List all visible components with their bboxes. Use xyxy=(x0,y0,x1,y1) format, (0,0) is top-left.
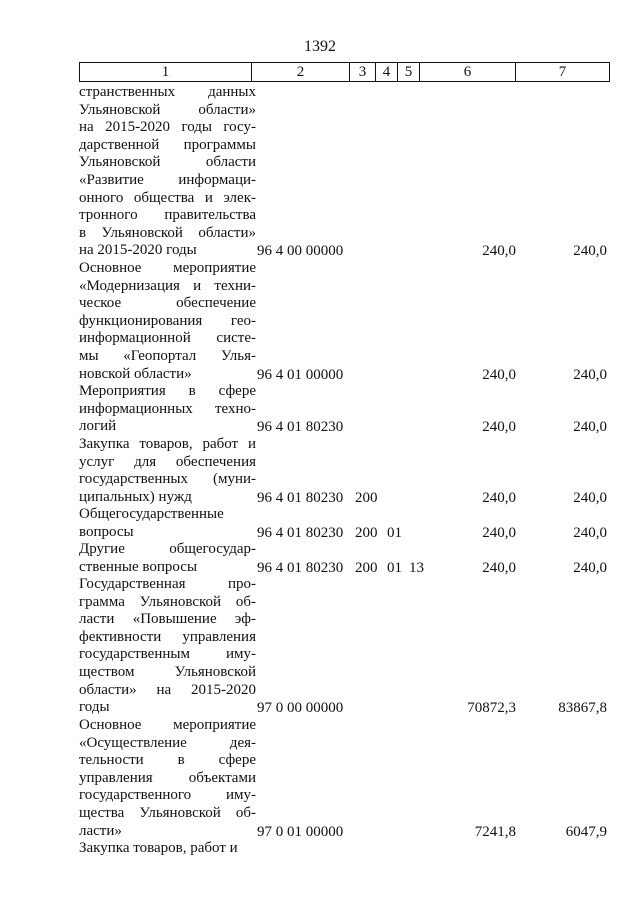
description-line: тельности в сфере xyxy=(79,752,256,769)
row-amount-2015: 240,0 xyxy=(482,559,516,576)
row-code: 97 0 01 00000 xyxy=(257,823,344,840)
description-line: фективности управления xyxy=(79,628,256,645)
row-amount-2015: 240,0 xyxy=(482,243,516,260)
page-number: 1392 xyxy=(304,38,336,55)
description-line: «Модернизация и техни- xyxy=(79,277,256,294)
row-col4: 01 xyxy=(387,559,402,576)
header-col-6: 6 xyxy=(419,63,515,81)
description-line: на 2015-2020 годы госу- xyxy=(79,119,256,136)
row-amount-2016: 240,0 xyxy=(573,524,607,541)
row-amount-2016: 240,0 xyxy=(573,243,607,260)
header-col-1: 1 xyxy=(161,64,170,80)
row-description xyxy=(79,840,256,858)
description-line: «Развитие информаци- xyxy=(79,171,256,188)
row-code: 96 4 01 80230 xyxy=(257,419,344,436)
description-line: дарственной программы xyxy=(79,136,256,153)
row-code: 96 4 01 80230 xyxy=(257,524,344,541)
header-col-4: 4 xyxy=(375,63,397,81)
description-line: информационных техно- xyxy=(79,400,256,417)
row-code: 96 4 00 00000 xyxy=(257,243,344,260)
description-line: ческое обеспечение xyxy=(79,295,256,312)
row-amount-2015: 70872,3 xyxy=(467,700,516,717)
row-amount-2016: 83867,8 xyxy=(558,700,607,717)
description-line: новской области» xyxy=(79,365,192,382)
header-col-5: 5 xyxy=(397,63,419,81)
description-line: ществом Ульяновской xyxy=(79,663,256,680)
description-line: «Осуществление дея- xyxy=(79,734,256,751)
row-code: 97 0 00 00000 xyxy=(257,700,344,717)
row-amount-2016: 240,0 xyxy=(573,489,607,506)
row-description xyxy=(79,260,256,383)
description-line: ципальных) нужд xyxy=(79,488,192,505)
table-header xyxy=(79,62,610,82)
description-line: ласти» xyxy=(79,822,122,839)
description-line: государственных (муни- xyxy=(79,471,256,488)
description-line: области» на 2015-2020 xyxy=(79,681,256,698)
description-line: на 2015-2020 годы xyxy=(79,242,197,259)
row-code: 96 4 01 00000 xyxy=(257,366,344,383)
description-line: Мероприятия в сфере xyxy=(79,383,256,399)
row-code: 96 4 01 80230 xyxy=(257,559,344,576)
description-line: ственные вопросы xyxy=(79,558,198,575)
row-description xyxy=(79,717,256,840)
row-col3: 200 xyxy=(355,489,378,506)
row-description xyxy=(79,383,256,436)
description-line: годы xyxy=(79,699,110,716)
description-line: ласти «Повышение эф- xyxy=(79,611,256,628)
row-description xyxy=(79,541,256,576)
row-col4: 01 xyxy=(387,524,402,541)
description-line: тронного правительства xyxy=(79,207,256,224)
description-line: государственного иму- xyxy=(79,787,256,804)
description-line: Основное мероприятие xyxy=(79,717,256,733)
row-col5: 13 xyxy=(409,559,424,576)
description-line: Основное мероприятие xyxy=(79,260,256,276)
description-line: грамма Ульяновской об- xyxy=(79,593,256,610)
description-line: услуг для обеспечения xyxy=(79,453,256,470)
header-col-7: 7 xyxy=(515,63,609,81)
description-line: Закупка товаров, работ и xyxy=(79,840,238,856)
description-line: информационной систе- xyxy=(79,330,256,347)
description-line: Общегосударственные xyxy=(79,506,224,522)
row-amount-2015: 240,0 xyxy=(482,419,516,436)
description-line: государственным иму- xyxy=(79,646,256,663)
row-amount-2016: 240,0 xyxy=(573,419,607,436)
row-amount-2016: 6047,9 xyxy=(565,823,607,840)
description-line: странственных данных xyxy=(79,84,256,100)
description-line: мы «Геопортал Улья- xyxy=(79,347,256,364)
row-amount-2015: 240,0 xyxy=(482,489,516,506)
header-col-2: 2 xyxy=(251,63,349,81)
row-description xyxy=(79,436,256,506)
description-line: щества Ульяновской об- xyxy=(79,804,256,821)
description-line: вопросы xyxy=(79,523,134,540)
row-col3: 200 xyxy=(355,559,378,576)
row-amount-2015: 240,0 xyxy=(482,366,516,383)
row-amount-2015: 7241,8 xyxy=(474,823,516,840)
row-description xyxy=(79,506,256,541)
row-col3: 200 xyxy=(355,524,378,541)
description-line: Ульяновской области xyxy=(79,154,256,171)
description-line: Другие общегосудар- xyxy=(79,541,256,557)
header-col-3: 3 xyxy=(349,63,375,81)
description-line: в Ульяновской области» xyxy=(79,224,256,241)
row-description xyxy=(79,576,256,717)
description-line: Государственная про- xyxy=(79,576,256,592)
row-code: 96 4 01 80230 xyxy=(257,489,344,506)
row-description xyxy=(79,84,256,260)
description-line: Закупка товаров, работ и xyxy=(79,436,256,452)
row-amount-2016: 240,0 xyxy=(573,559,607,576)
description-line: Ульяновской области» xyxy=(79,101,256,118)
description-line: функционирования гео- xyxy=(79,312,256,329)
description-line: управления объектами xyxy=(79,769,256,786)
row-amount-2016: 240,0 xyxy=(573,366,607,383)
row-amount-2015: 240,0 xyxy=(482,524,516,541)
description-line: логий xyxy=(79,418,117,435)
description-line: онного общества и элек- xyxy=(79,189,256,206)
